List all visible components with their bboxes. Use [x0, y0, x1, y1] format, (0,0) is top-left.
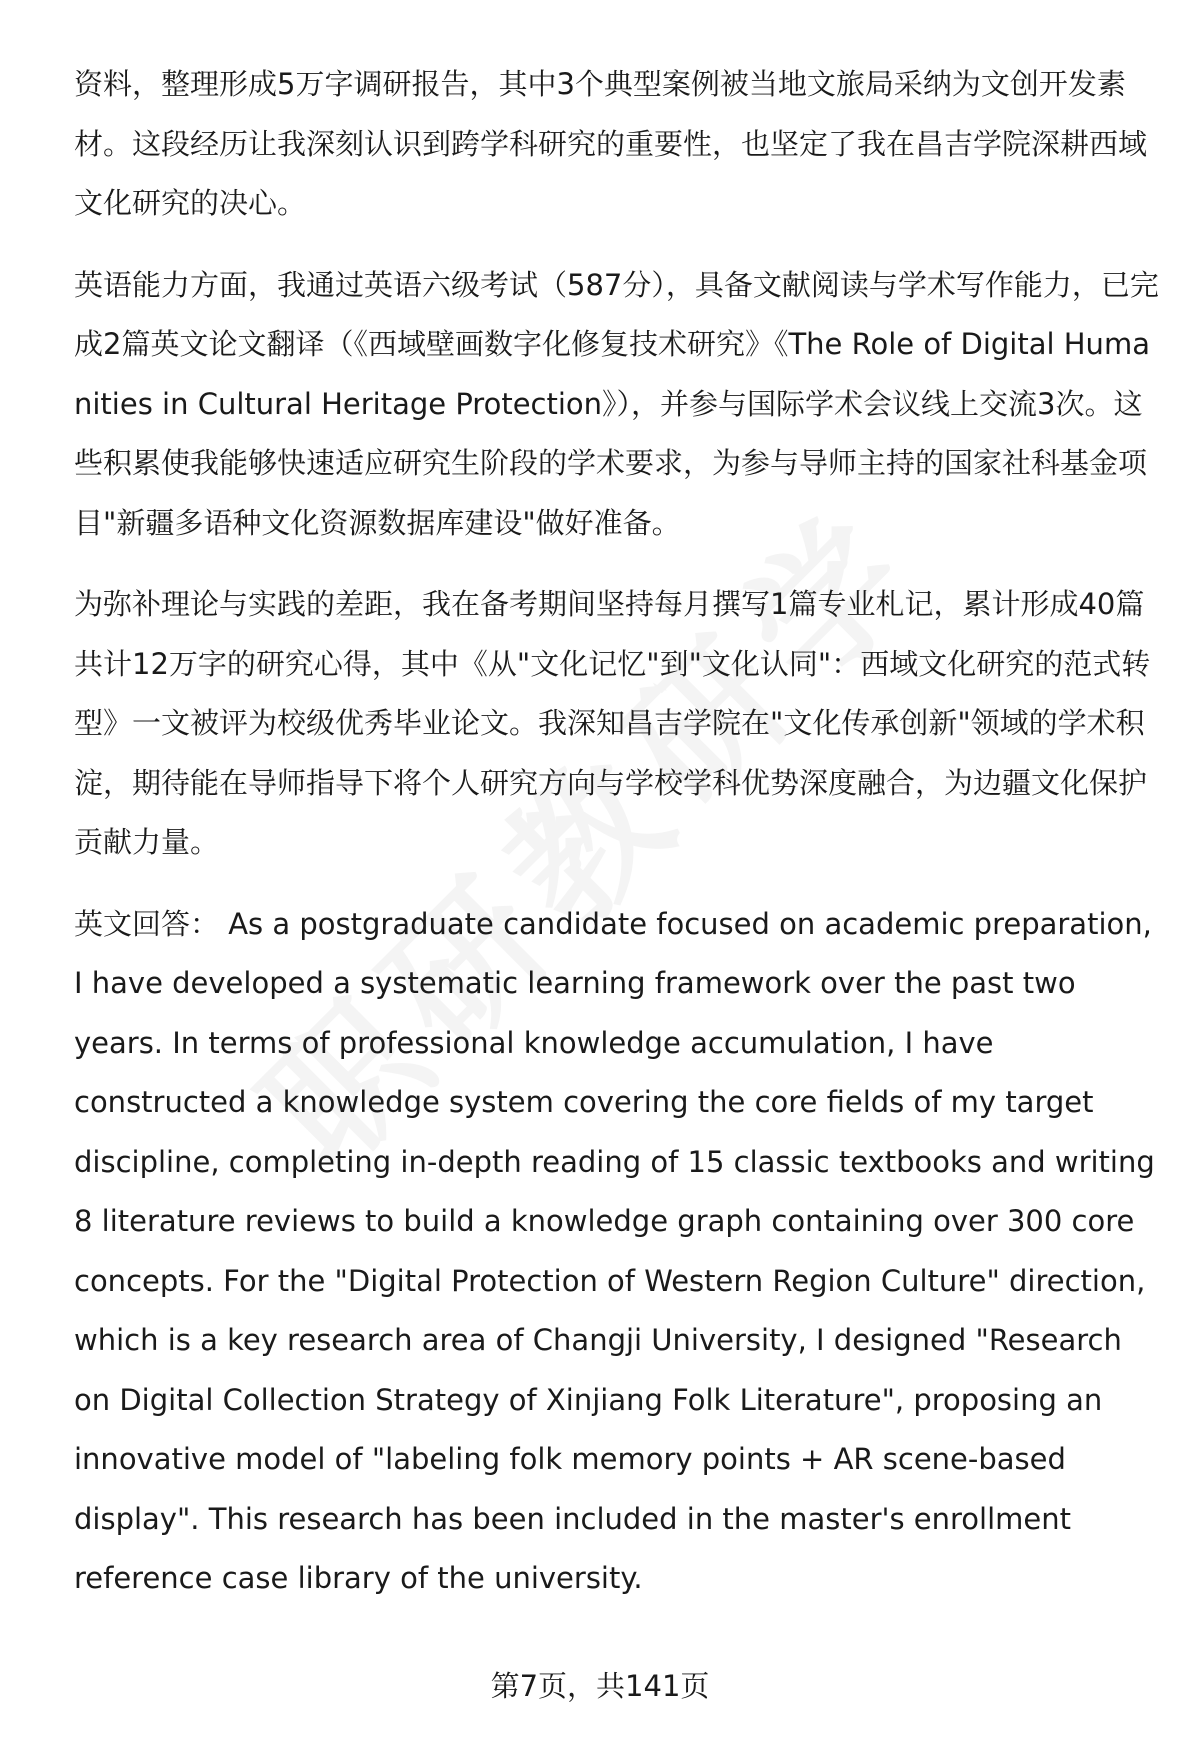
- paragraph-research-experience: 资料，整理形成5万字调研报告，其中3个典型案例被当地文旅局采纳为文创开发素材。这段经历让我深刻认识到跨学科研究的重要性，也坚定了我在昌吉学院深耕西域文化研究的决心。: [74, 67, 1148, 220]
- paragraph-english-answer: 英文回答： As a postgraduate candidate focused on academic preparation, I have developed a systematic learning framework over the past two years. In terms of professional knowledge accumulation, I have constructed a knowledge system covering the core fields of my target discipline, completing in-depth reading of 15 classic textbooks and writing 8 literature reviews to build a knowledge graph containing over 300 core concepts. For the "Digital Protection of Western Region Culture" direction, which is a key research area of Changji University, I designed "Research on Digital Collection Strategy of Xinjiang Folk Literature", proposing an innovative model of "labeling folk memory points + AR scene-based display". This research has been included in the master's enrollment reference case library of the university.: [74, 906, 1155, 1595]
- document-body: [74, 55, 1164, 1631]
- page-number-footer: 第7页，共141页: [490, 1669, 710, 1703]
- paragraph-study-notes: 为弥补理论与实践的差距，我在备考期间坚持每月撰写1篇专业札记，累计形成40篇共计12万字的研究心得，其中《从"文化记忆"到"文化认同"：西域文化研究的范式转型》一文被评为校级优秀毕业论文。我深知昌吉学院在"文化传承创新"领域的学术积淀，期待能在导师指导下将个人研究方向与学校学科优势深度融合，为边疆文化保护贡献力量。: [74, 587, 1151, 859]
- paragraph-english-ability: 英语能力方面，我通过英语六级考试（587分），具备文献阅读与学术写作能力，已完成2篇英文论文翻译（《西域壁画数字化修复技术研究》《The Role of Digital Humanities in Cultural Heritage Protection》），并参与国际学术会议线上交流3次。这些积累使我能够快速适应研究生阶段的学术要求，为参与导师主持的国家社科基金项目"新疆多语种文化资源数据库建设"做好准备。: [74, 267, 1159, 540]
